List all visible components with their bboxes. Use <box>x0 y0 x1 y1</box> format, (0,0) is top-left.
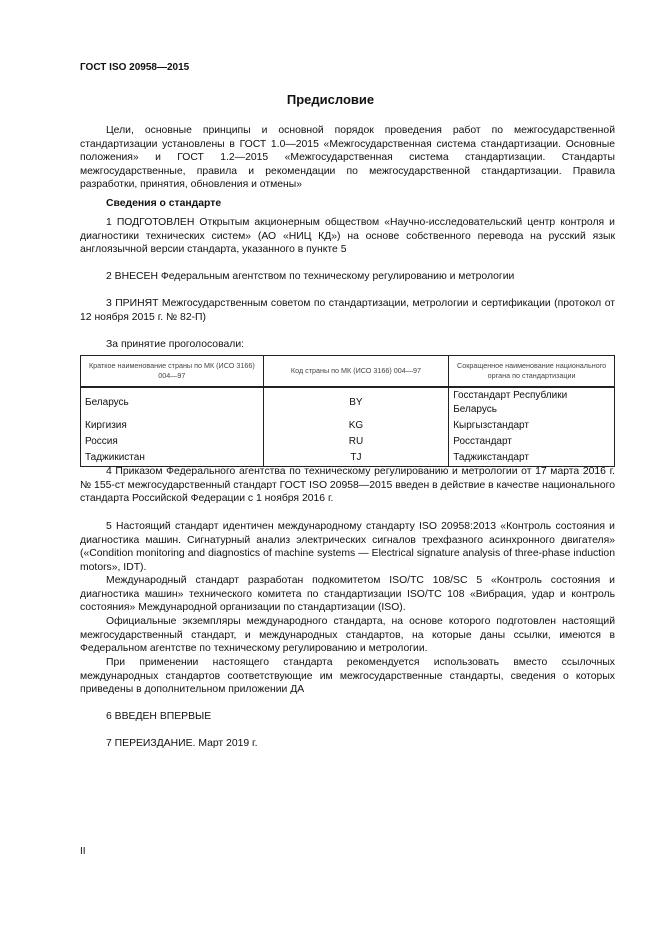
national-body: Госстандарт Республики Беларусь <box>449 387 615 418</box>
item-5-subcommittee: Международный стандарт разработан подкомитетом ISO/TC 108/SC 5 «Контроль состояния и диагностика машин» технического комитета по стандартизации ISO/TC 108 «Вибрация, удар и контроль состояния» Международной организации по стандартизации (ISO). <box>80 575 615 614</box>
intro-paragraph: Цели, основные принципы и основной порядок проведения работ по межгосударственной стандартизации установлены в ГОСТ 1.0—2015 «Межгосударственная система стандартизации. Основные положения» и ГОСТ 1.2—2015 «Межгосударственная система стандартизации. Стандарты межгосударственные, правила и рекомендации по межгосударственной стандартизации. Правила разработки, принятия, обновления и отмены» <box>80 125 615 191</box>
country-table <box>80 355 615 467</box>
country-code: RU <box>263 434 449 450</box>
national-body: Кыргызстандарт <box>449 418 615 434</box>
item-1: 1 ПОДГОТОВЛЕН Открытым акционерным обществом «Научно-исследовательский центр контроля и диагностики технических систем» (АО «НИЦ КД») на основе собственного перевода на русский язык англоязычной версии стандарта, указанного в пункте 5 <box>80 217 615 256</box>
table-row <box>81 434 615 450</box>
item-6: 6 ВВЕДЕН ВПЕРВЫЕ <box>106 711 212 722</box>
item-5-application: При применении настоящего стандарта рекомендуется использовать вместо ссылочных международных стандартов соответствующие им межгосударственные стандарты, сведения о которых приведены в дополнительном приложении ДА <box>80 657 615 696</box>
country-name: Беларусь <box>81 387 264 418</box>
national-body: Таджикстандарт <box>449 450 615 467</box>
item-7: 7 ПЕРЕИЗДАНИЕ. Март 2019 г. <box>106 738 258 749</box>
table-row <box>81 418 615 434</box>
country-code: TJ <box>263 450 449 467</box>
item-4: 4 Приказом Федерального агентства по техническому регулированию и метрологии от 17 марта 2016 г. № 155-ст межгосударственный стандарт ГОСТ ISO 20958—2015 введен в действие в качестве национального стандарта Российской Федерации с 1 ноября 2016 г. <box>80 466 615 505</box>
table-header-row <box>81 356 615 388</box>
country-name: Россия <box>81 434 264 450</box>
country-code: BY <box>263 387 449 418</box>
header-country-name: Краткое наименование страны по МК (ИСО 3166) 004—97 <box>81 356 264 388</box>
page-title: Предисловие <box>286 92 375 107</box>
document-header: ГОСТ ISO 20958—2015 <box>80 62 190 73</box>
header-country-code: Код страны по МК (ИСО 3166) 004—97 <box>263 356 449 388</box>
vote-label: За принятие проголосовали: <box>106 339 245 350</box>
section-heading: Сведения о стандарте <box>106 198 222 209</box>
item-5: 5 Настоящий стандарт идентичен международному стандарту ISO 20958:2013 «Контроль состояния и диагностика машин. Сигнатурный анализ электрических сигналов трехфазного асинхронного двигателя» («Condition monitoring and diagnostics of machine systems — Electrical signature analysis of three-phase induction motors», IDT). <box>80 521 615 573</box>
header-national-body: Сокращенное наименование национального органа по стандартизации <box>449 356 615 388</box>
country-name: Киргизия <box>81 418 264 434</box>
page-number: II <box>80 846 86 857</box>
item-5-official-copies: Официальные экземпляры международного стандарта, на основе которого подготовлен настоящий межгосударственный стандарт, и международных стандартов, на которые даны ссылки, имеются в Федеральном агентстве по техническому регулированию и метрологии. <box>80 616 615 655</box>
country-name: Таджикистан <box>81 450 264 467</box>
table-row <box>81 387 615 418</box>
item-2: 2 ВНЕСЕН Федеральным агентством по техническому регулированию и метрологии <box>106 271 515 282</box>
country-code: KG <box>263 418 449 434</box>
national-body: Росстандарт <box>449 434 615 450</box>
item-3: 3 ПРИНЯТ Межгосударственным советом по стандартизации, метрологии и сертификации (протокол от 12 ноября 2015 г. № 82-П) <box>80 298 615 323</box>
